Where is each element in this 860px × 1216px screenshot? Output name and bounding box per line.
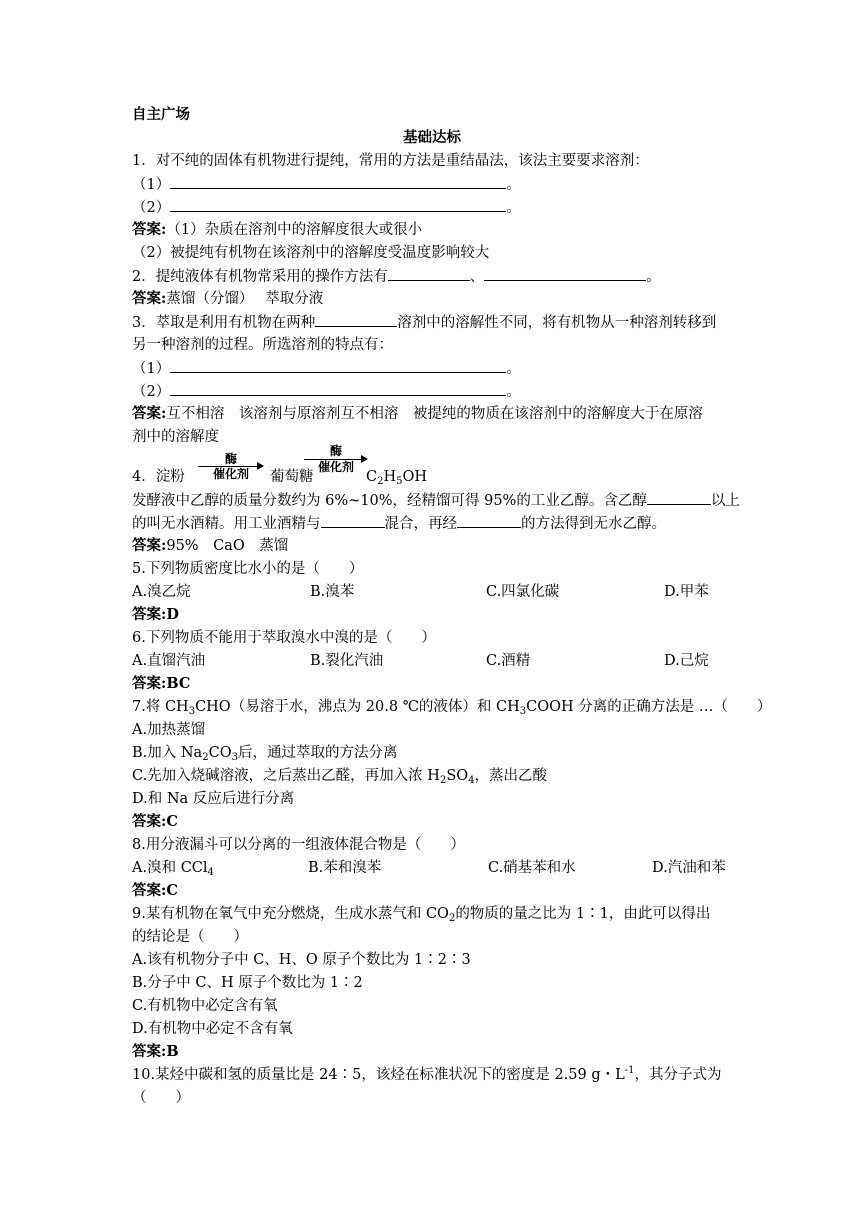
q3-stem-1: 3．萃取是利用有机物在两种 溶剂中的溶解性不同，将有机物从一种溶剂转移到 bbox=[132, 311, 716, 334]
q4-start: 4．淀粉 bbox=[132, 469, 185, 485]
q5-option-a[interactable]: A.溴乙烷 bbox=[132, 584, 191, 600]
q3-blank[interactable] bbox=[315, 311, 397, 327]
q6-stem: 6.下列物质不能用于萃取溴水中溴的是（ ） bbox=[132, 630, 436, 646]
q3-answer-2: 剂中的溶解度 bbox=[132, 429, 219, 445]
q6-option-d[interactable]: D.己烷 bbox=[664, 653, 709, 669]
q6-options bbox=[132, 650, 732, 672]
q2-answer: 答案:蒸馏（分馏） 萃取分液 bbox=[132, 290, 324, 307]
subtitle-heading: 基础达标 bbox=[403, 129, 461, 146]
q4-line-3: 的叫无水酒精。用工业酒精与 混合，再经 的方法得到无水乙醇。 bbox=[132, 512, 666, 535]
q4-line-2: 发酵液中乙醇的质量分数约为 6%~10%，经精馏可得 95%的工业乙醇。含乙醇 以上 bbox=[132, 489, 740, 512]
q7-stem: 7.将 $CH_3CHO$（易溶于水，沸点为 20.8 ℃的液体）和 $CH_3COOH$ 分离的正确方法是 …（ ） bbox=[132, 699, 772, 717]
q1-blank-line-2: （2） 。 bbox=[132, 196, 521, 219]
q2-stem: 2．提纯液体有机物常采用的操作方法有 、 。 bbox=[132, 265, 661, 288]
q9-option-c[interactable]: C.有机物中必定含有氧 bbox=[132, 998, 278, 1014]
q1-answer-2: （2）被提纯有机物在该溶剂中的溶解度受温度影响较大 bbox=[132, 245, 490, 261]
q3-blank-line-1: （1） 。 bbox=[132, 357, 521, 380]
q5-answer: 答案:D bbox=[132, 606, 179, 623]
q7-option-c[interactable]: C.先加入烧碱溶液，之后蒸出乙醛，再加入浓 $H_2SO_4$，蒸出乙酸 bbox=[132, 768, 548, 786]
q3-blank-1[interactable] bbox=[170, 357, 506, 373]
q8-stem: 8.用分液漏斗可以分离的一组液体混合物是（ ） bbox=[132, 837, 465, 853]
q7-option-b[interactable]: B.加入 $Na_2CO_3$后，通过萃取的方法分离 bbox=[132, 745, 398, 763]
q8-option-b[interactable]: B.苯和溴苯 bbox=[308, 860, 382, 876]
q6-option-a[interactable]: A.直馏汽油 bbox=[132, 653, 206, 669]
q4-product: $C_2H_5OH$ bbox=[366, 469, 428, 487]
q8-option-d[interactable]: D.汽油和苯 bbox=[652, 860, 726, 876]
q9-option-d[interactable]: D.有机物中必定不含有氧 bbox=[132, 1021, 293, 1037]
q9-stem-1: 9.某有机物在氧气中充分燃烧，生成水蒸气和 $CO_2$的物质的量之比为 1∶1，由此可以得出 bbox=[132, 906, 711, 924]
q1-blank-1[interactable] bbox=[170, 173, 506, 189]
q8-option-c[interactable]: C.硝基苯和水 bbox=[488, 860, 576, 876]
q5-stem: 5.下列物质密度比水小的是（ ） bbox=[132, 561, 364, 577]
q6-option-b[interactable]: B.裂化汽油 bbox=[310, 653, 384, 669]
q9-answer: 答案:B bbox=[132, 1043, 179, 1060]
q8-answer: 答案:C bbox=[132, 882, 178, 899]
q2-blank-1[interactable] bbox=[388, 265, 470, 281]
q4-glucose: 葡萄糖 bbox=[270, 469, 314, 485]
q4-blank-2[interactable] bbox=[321, 512, 385, 528]
q10-stem-1: 10.某烃中碳和氢的质量比是 24∶5，该烃在标准状况下的密度是 2.59 g・$L^{-1}$，其分子式为 bbox=[132, 1065, 722, 1083]
q4-blank-1[interactable] bbox=[647, 489, 711, 505]
q5-options bbox=[132, 581, 732, 603]
q3-stem-2: 另一种溶剂的过程。所选溶剂的特点有： bbox=[132, 337, 393, 353]
q1-stem: 1．对不纯的固体有机物进行提纯，常用的方法是重结晶法，该法主要要求溶剂： bbox=[132, 153, 649, 169]
q7-option-a[interactable]: A.加热蒸馏 bbox=[132, 722, 206, 738]
q7-option-d[interactable]: D.和 Na 反应后进行分离 bbox=[132, 791, 295, 807]
q8-option-a[interactable]: A.溴和 CCl$_4$ bbox=[132, 860, 214, 878]
q10-stem-2: （ ） bbox=[132, 1090, 190, 1106]
q9-stem-2: 的结论是（ ） bbox=[132, 929, 248, 945]
q9-option-b[interactable]: B.分子中 C、H 原子个数比为 1∶2 bbox=[132, 975, 363, 991]
q2-blank-2[interactable] bbox=[484, 265, 646, 281]
q5-option-c[interactable]: C.四氯化碳 bbox=[486, 584, 560, 600]
reaction-arrow-2: 酶 催化剂 bbox=[304, 445, 368, 475]
q8-options bbox=[132, 857, 732, 879]
q4-answer: 答案:95% CaO 蒸馏 bbox=[132, 537, 289, 554]
q3-blank-2[interactable] bbox=[170, 380, 506, 396]
q5-option-d[interactable]: D.甲苯 bbox=[664, 584, 709, 600]
section-heading: 自主广场 bbox=[132, 106, 190, 123]
q3-answer-1: 答案:互不相溶 该溶剂与原溶剂互不相溶 被提纯的物质在该溶剂中的溶解度大于在原溶 bbox=[132, 405, 703, 422]
q6-option-c[interactable]: C.酒精 bbox=[486, 653, 531, 669]
q1-blank-line-1: （1） 。 bbox=[132, 173, 521, 196]
q9-option-a[interactable]: A.该有机物分子中 C、H、O 原子个数比为 1∶2∶3 bbox=[132, 952, 471, 968]
reaction-arrow-1: 酶 催化剂 bbox=[198, 452, 264, 482]
q7-answer: 答案:C bbox=[132, 813, 178, 830]
q6-answer: 答案:BC bbox=[132, 675, 191, 692]
q4-blank-3[interactable] bbox=[457, 512, 521, 528]
q3-blank-line-2: （2） 。 bbox=[132, 380, 521, 403]
q1-answer-1: 答案:（1）杂质在溶剂中的溶解度很大或很小 bbox=[132, 221, 423, 238]
q1-blank-2[interactable] bbox=[170, 196, 506, 212]
q5-option-b[interactable]: B.溴苯 bbox=[310, 584, 355, 600]
